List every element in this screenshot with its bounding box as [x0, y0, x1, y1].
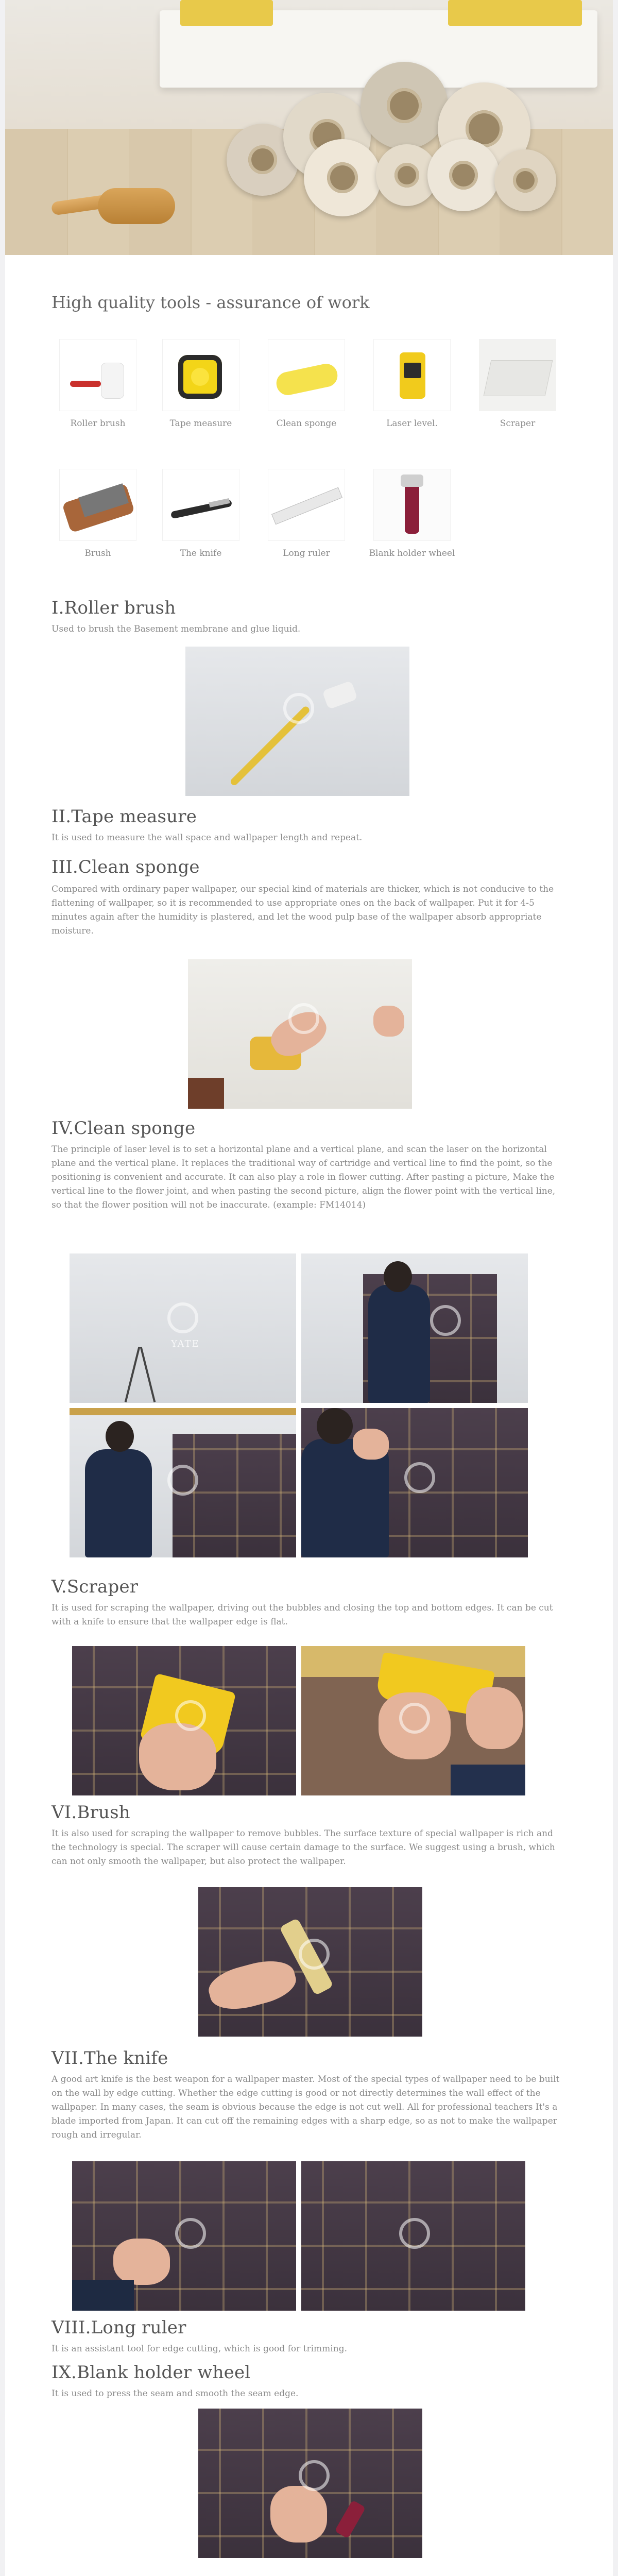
holder-wheel-icon	[373, 469, 451, 541]
tool-item-roller-brush: Roller brush	[54, 339, 142, 429]
section-title-scraper: V.Scraper	[52, 1577, 139, 1597]
section-text-roller-brush: Used to brush the Basement membrane and glue liquid.	[52, 624, 301, 634]
section-title-brush: VI.Brush	[52, 1802, 130, 1823]
tool-item-scraper: Scraper	[474, 339, 561, 429]
page	[5, 0, 613, 2576]
ruler-icon	[268, 469, 345, 541]
tool-item-knife: The knife	[157, 469, 245, 558]
roller-tool-photo	[46, 183, 180, 224]
section-title-blank-holder-wheel: IX.Blank holder wheel	[52, 2362, 251, 2383]
page-title: High quality tools - assurance of work	[52, 293, 370, 312]
knife-photo-1	[72, 2161, 296, 2311]
brush-icon	[59, 469, 136, 541]
sponge-icon	[268, 339, 345, 411]
tool-item-blank-holder-wheel: Blank holder wheel	[368, 469, 456, 558]
scraper-photo-1	[72, 1646, 296, 1795]
tool-item-tape-measure: Tape measure	[157, 339, 245, 429]
knife-photo-2	[301, 2161, 525, 2311]
section-title-knife: VII.The knife	[52, 2048, 168, 2069]
tool-item-long-ruler: Long ruler	[263, 469, 350, 558]
section-text-blank-holder-wheel: It is used to press the seam and smooth the seam edge.	[52, 2388, 299, 2399]
hero-banner-image	[5, 0, 613, 255]
section-title-laser-level: IV.Clean sponge	[52, 1118, 196, 1139]
section-text-tape-measure: It is used to measure the wall space and wallpaper length and repeat.	[52, 833, 363, 843]
section-text-laser-level: The principle of laser level is to set a horizontal plane and a vertical plane, and scan the laser on the horizontal plane and the vertical plane. It replaces the traditional way of cartridge and vertical line to find the point, so the positioning is convenient and accurate. It can also play a role in flower cutting. After pasting a picture, Make the vertical line to the flower joint, and when pasting the second picture, align the flower point with the vertical line, so that the flower position will not be inaccurate. (example: FM14014)	[52, 1144, 556, 1210]
tool-item-laser-level: Laser level.	[368, 339, 456, 429]
tool-item-clean-sponge: Clean sponge	[263, 339, 350, 429]
tool-item-brush: Brush	[54, 469, 142, 558]
scraper-photo-2	[301, 1646, 525, 1795]
roller-brush-icon	[59, 339, 136, 411]
section-text-long-ruler: It is an assistant tool for edge cutting, which is good for trimming.	[52, 2344, 347, 2354]
laser-level-icon	[373, 339, 451, 411]
blank-holder-wheel-photo	[198, 2409, 422, 2558]
laser-level-photo-4	[301, 1408, 528, 1557]
scraper-icon	[479, 339, 556, 411]
section-text-clean-sponge: Compared with ordinary paper wallpaper, our special kind of materials are thicker, which is not conducive to the flattening of wallpaper, so it is recommended to use appropriate ones on the back of wallpaper. Put it for 4-5 minutes again after the humidity is plastered, and let the wood pulp base of the wallpaper absorb appropriate moisture.	[52, 884, 554, 936]
section-title-clean-sponge: III.Clean sponge	[52, 857, 200, 877]
clean-sponge-photo	[188, 959, 412, 1109]
section-title-tape-measure: II.Tape measure	[52, 806, 197, 827]
section-text-brush: It is also used for scraping the wallpaper to remove bubbles. The surface texture of special wallpaper is rich and the technology is special. The scraper will cause certain damage to the surface. We suggest using a brush, which can not only smooth the wallpaper, but also protect the wallpaper.	[52, 1828, 555, 1867]
knife-icon	[162, 469, 239, 541]
watermark-text: YATE	[171, 1338, 200, 1349]
section-title-roller-brush: I.Roller brush	[52, 598, 176, 618]
laser-level-photo-1	[70, 1253, 296, 1403]
section-title-long-ruler: VIII.Long ruler	[52, 2317, 186, 2338]
laser-level-photo-2	[301, 1253, 528, 1403]
roller-brush-photo	[185, 647, 409, 796]
laser-level-photo-3	[70, 1408, 296, 1557]
section-text-scraper: It is used for scraping the wallpaper, driving out the bubbles and closing the top and bottom edges. It can be cut with a knife to ensure that the wallpaper edge is flat.	[52, 1603, 553, 1627]
section-text-knife: A good art knife is the best weapon for a wallpaper master. Most of the special types of wallpaper need to be built on the wall by edge cutting. Whether the edge cutting is good or not directly determines the wall effect of the wallpaper. In many cases, the seam is obvious because the edge is not cut well. All for professional teachers It's a blade imported from Japan. It can cut off the remaining edges with a sharp edge, so as not to make the wallpaper rough and irregular.	[52, 2074, 560, 2140]
tape-measure-icon	[162, 339, 239, 411]
brush-photo	[198, 1887, 422, 2037]
